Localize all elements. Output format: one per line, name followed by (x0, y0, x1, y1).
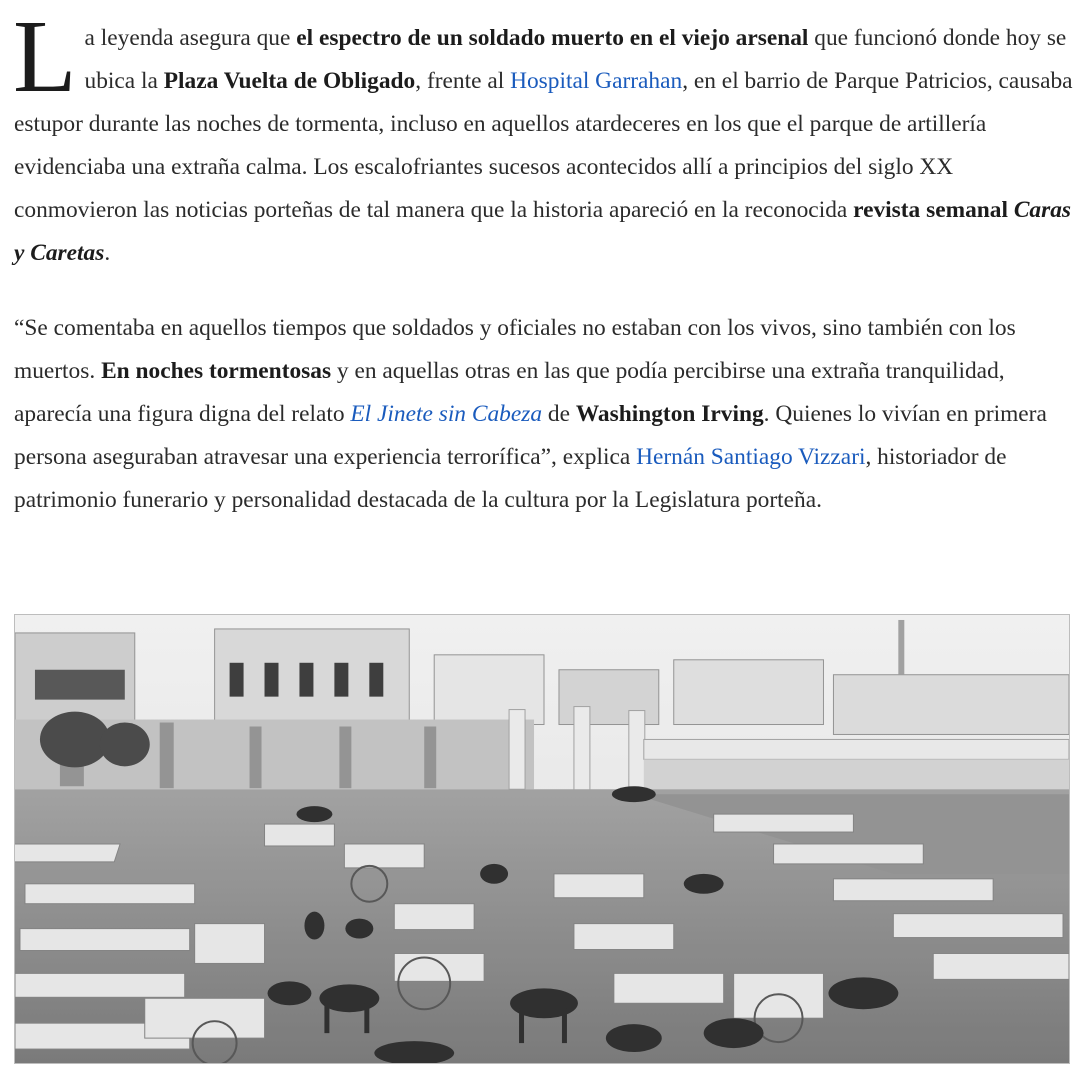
text: , en el barrio de Parque Patricios, causaba estupor durante las noches de tormenta, incluso en aquellos atardeceres en los que el parque de artillería evidenciaba una extraña calma. Los escalofriantes sucesos acontecidos allí a principios del siglo XX conmovieron las noticias porteñas de tal manera que la historia apareció en la reconocida (14, 68, 1073, 223)
text: , historiador de patrimonio funerario y personalidad destacada de la cultura por la Legislatura porteña. (14, 444, 1007, 513)
bold-text: Washington Irving (575, 401, 764, 427)
bold-text-part: revista semanal (853, 197, 1014, 223)
text: de (542, 401, 576, 427)
text: . Quienes lo vivían en primera persona aseguraban atravesar una experiencia terrorífica”, explica (14, 401, 1047, 470)
drop-cap: L (13, 0, 77, 114)
text: , frente al (415, 68, 511, 94)
paragraph-1 (13, 0, 1074, 275)
bold-text: Plaza Vuelta de Obligado (163, 68, 416, 94)
link-hernan-vizzari[interactable]: Hernán Santiago Vizzari (636, 444, 866, 470)
italic-magazine-title: Caras y Caretas (14, 197, 1072, 266)
bold-text: En noches tormentosas (101, 358, 332, 384)
historic-arsenal-photo (14, 614, 1070, 1064)
italic-link-text: El Jinete sin Cabeza (350, 401, 543, 427)
link-hospital-garrahan[interactable]: Hospital Garrahan (510, 68, 683, 94)
photo-illustration (15, 615, 1069, 1063)
text: “Se comentaba en aquellos tiempos que soldados y oficiales no estaban con los vivos, sino también con los muertos. (14, 315, 1016, 384)
text: y en aquellas otras en las que podía percibirse una extraña tranquilidad, aparecía una figura digna del relato (14, 358, 1005, 427)
paragraph-2 (14, 307, 1074, 522)
text: . (104, 240, 111, 266)
article-body (13, 0, 1074, 522)
text: que funcionó donde hoy se ubica la (84, 25, 1067, 94)
bold-text: el espectro de un soldado muerto en el viejo arsenal (296, 25, 809, 51)
link-jinete-sin-cabeza[interactable] (350, 401, 542, 427)
text: a leyenda asegura que (84, 25, 297, 51)
